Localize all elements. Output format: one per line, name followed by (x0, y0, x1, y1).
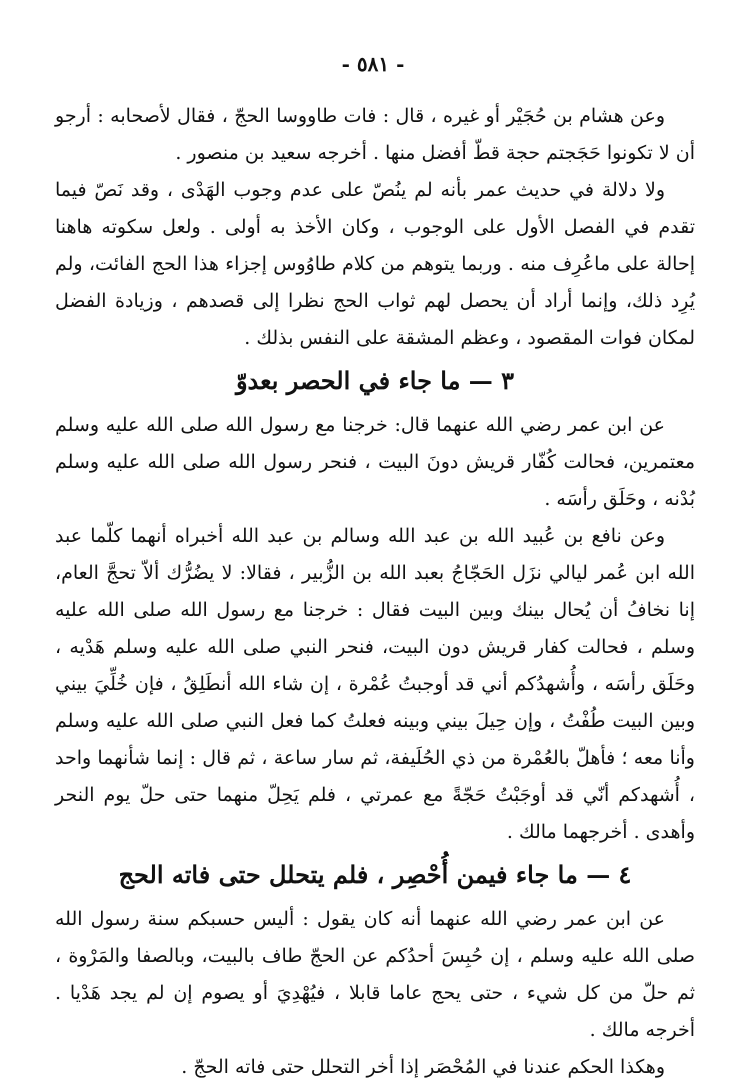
paragraph-ibn-umar-sunnah: عن ابن عمر رضي الله عنهما أنه كان يقول : أليس حسبكم سنة رسول الله صلى الله عليه وسلم ، إن حُبِسَ أحدُكم عن الحجّ طاف بالبيت، وبالصفا والمَرْوة ، ثم حلّ من كل شيء ، حتى يحج عاما قابلا ، فيُهْدِيَ أو يصوم إن لم يجد هَدْيا . أخرجه مالك . (55, 908, 695, 1041)
paragraph-commentary: ولا دلالة في حديث عمر بأنه لم ينُصّ على عدم وجوب الهَدْى ، وقد نَصّ فيما تقدم في الفصل الأول على الوجوب ، وكان الأخذ به أولى . ولعل سكوته هاهنا إحالة على ماعُرِف منه . وربما يتوهم من كلام طاوُوس إجزاء هذا الحج الفائت، ولم يُرِد ذلك، وإنما أراد أن يحصل لهم ثواب الحج نظرا إلى قصدهم ، وزيادة الفضل لمكان فوات المقصود ، وعظم المشقة على النفس بذلك . (55, 179, 695, 349)
paragraph-hisham-tawus: وعن هشام بن حُجَيْر أو غيره ، قال : فات طاووسا الحجّ ، فقال لأصحابه : أرجو أن لا تكونوا حَجَجتم حجة قطّ أفضل منها . أخرجه سعيد بن منصور . (55, 105, 695, 164)
page-number: - ٥٨١ - (341, 52, 405, 76)
paragraph-ruling: وهكذا الحكم عندنا في المُحْصَر إذا أخر التحلل حتى فاته الحجّ . (181, 1056, 665, 1078)
section-heading-4: ٤ — ما جاء فيمن أُحْصِر ، فلم يتحلل حتى فاته الحج (118, 860, 632, 889)
page-body (55, 98, 695, 1086)
section-heading-3: ٣ — ما جاء في الحصر بعدوّ (235, 366, 515, 395)
paragraph-nafi-salim: وعن نافع بن عُبيد الله بن عبد الله وسالم بن عبد الله أخبراه أنهما كلّما عبد الله ابن عُمر ليالي نزَل الحَجّاجُ بعبد الله بن الزُّبير ، فقالا: لا يضُرُّك ألاّ تحجَّ العام، إنا نخافُ أن يُحال بينك وبين البيت فقال : خرجنا مع رسول الله صلى الله عليه وسلم ، فحالت كفار قريش دون البيت، فنحر النبي صلى الله عليه وسلم هَدْيه ، وحَلَق رأسَه ، وأُشهدُكم أني قد أوجبتُ عُمْرة ، إن شاء الله أنطَلِقُ ، فإن خُلِّيَ بيني وبين البيت طُفْتُ ، وإن حِيلَ بيني وبينه فعلتُ كما فعل النبي صلى الله عليه وسلم وأنا معه ؛ فأهلّ بالعُمْرة من ذي الحُلَيفة، ثم سار ساعة ، ثم قال : إنما شأنهما واحد ، أُشهدكم أنّي قد أوجَبْتُ حَجّةً مع عمرتي ، فلم يَحِلّ منهما حتى حلّ يوم النحر وأهدى . أخرجهما مالك . (55, 525, 695, 843)
paragraph-ibn-umar-hudaybiya: عن ابن عمر رضي الله عنهما قال: خرجنا مع رسول الله صلى الله عليه وسلم معتمرين، فحالت كُفّار قريش دونَ البيت ، فنحر رسول الله صلى الله عليه وسلم بُدْنه ، وحَلَق رأسَه . (55, 414, 695, 510)
